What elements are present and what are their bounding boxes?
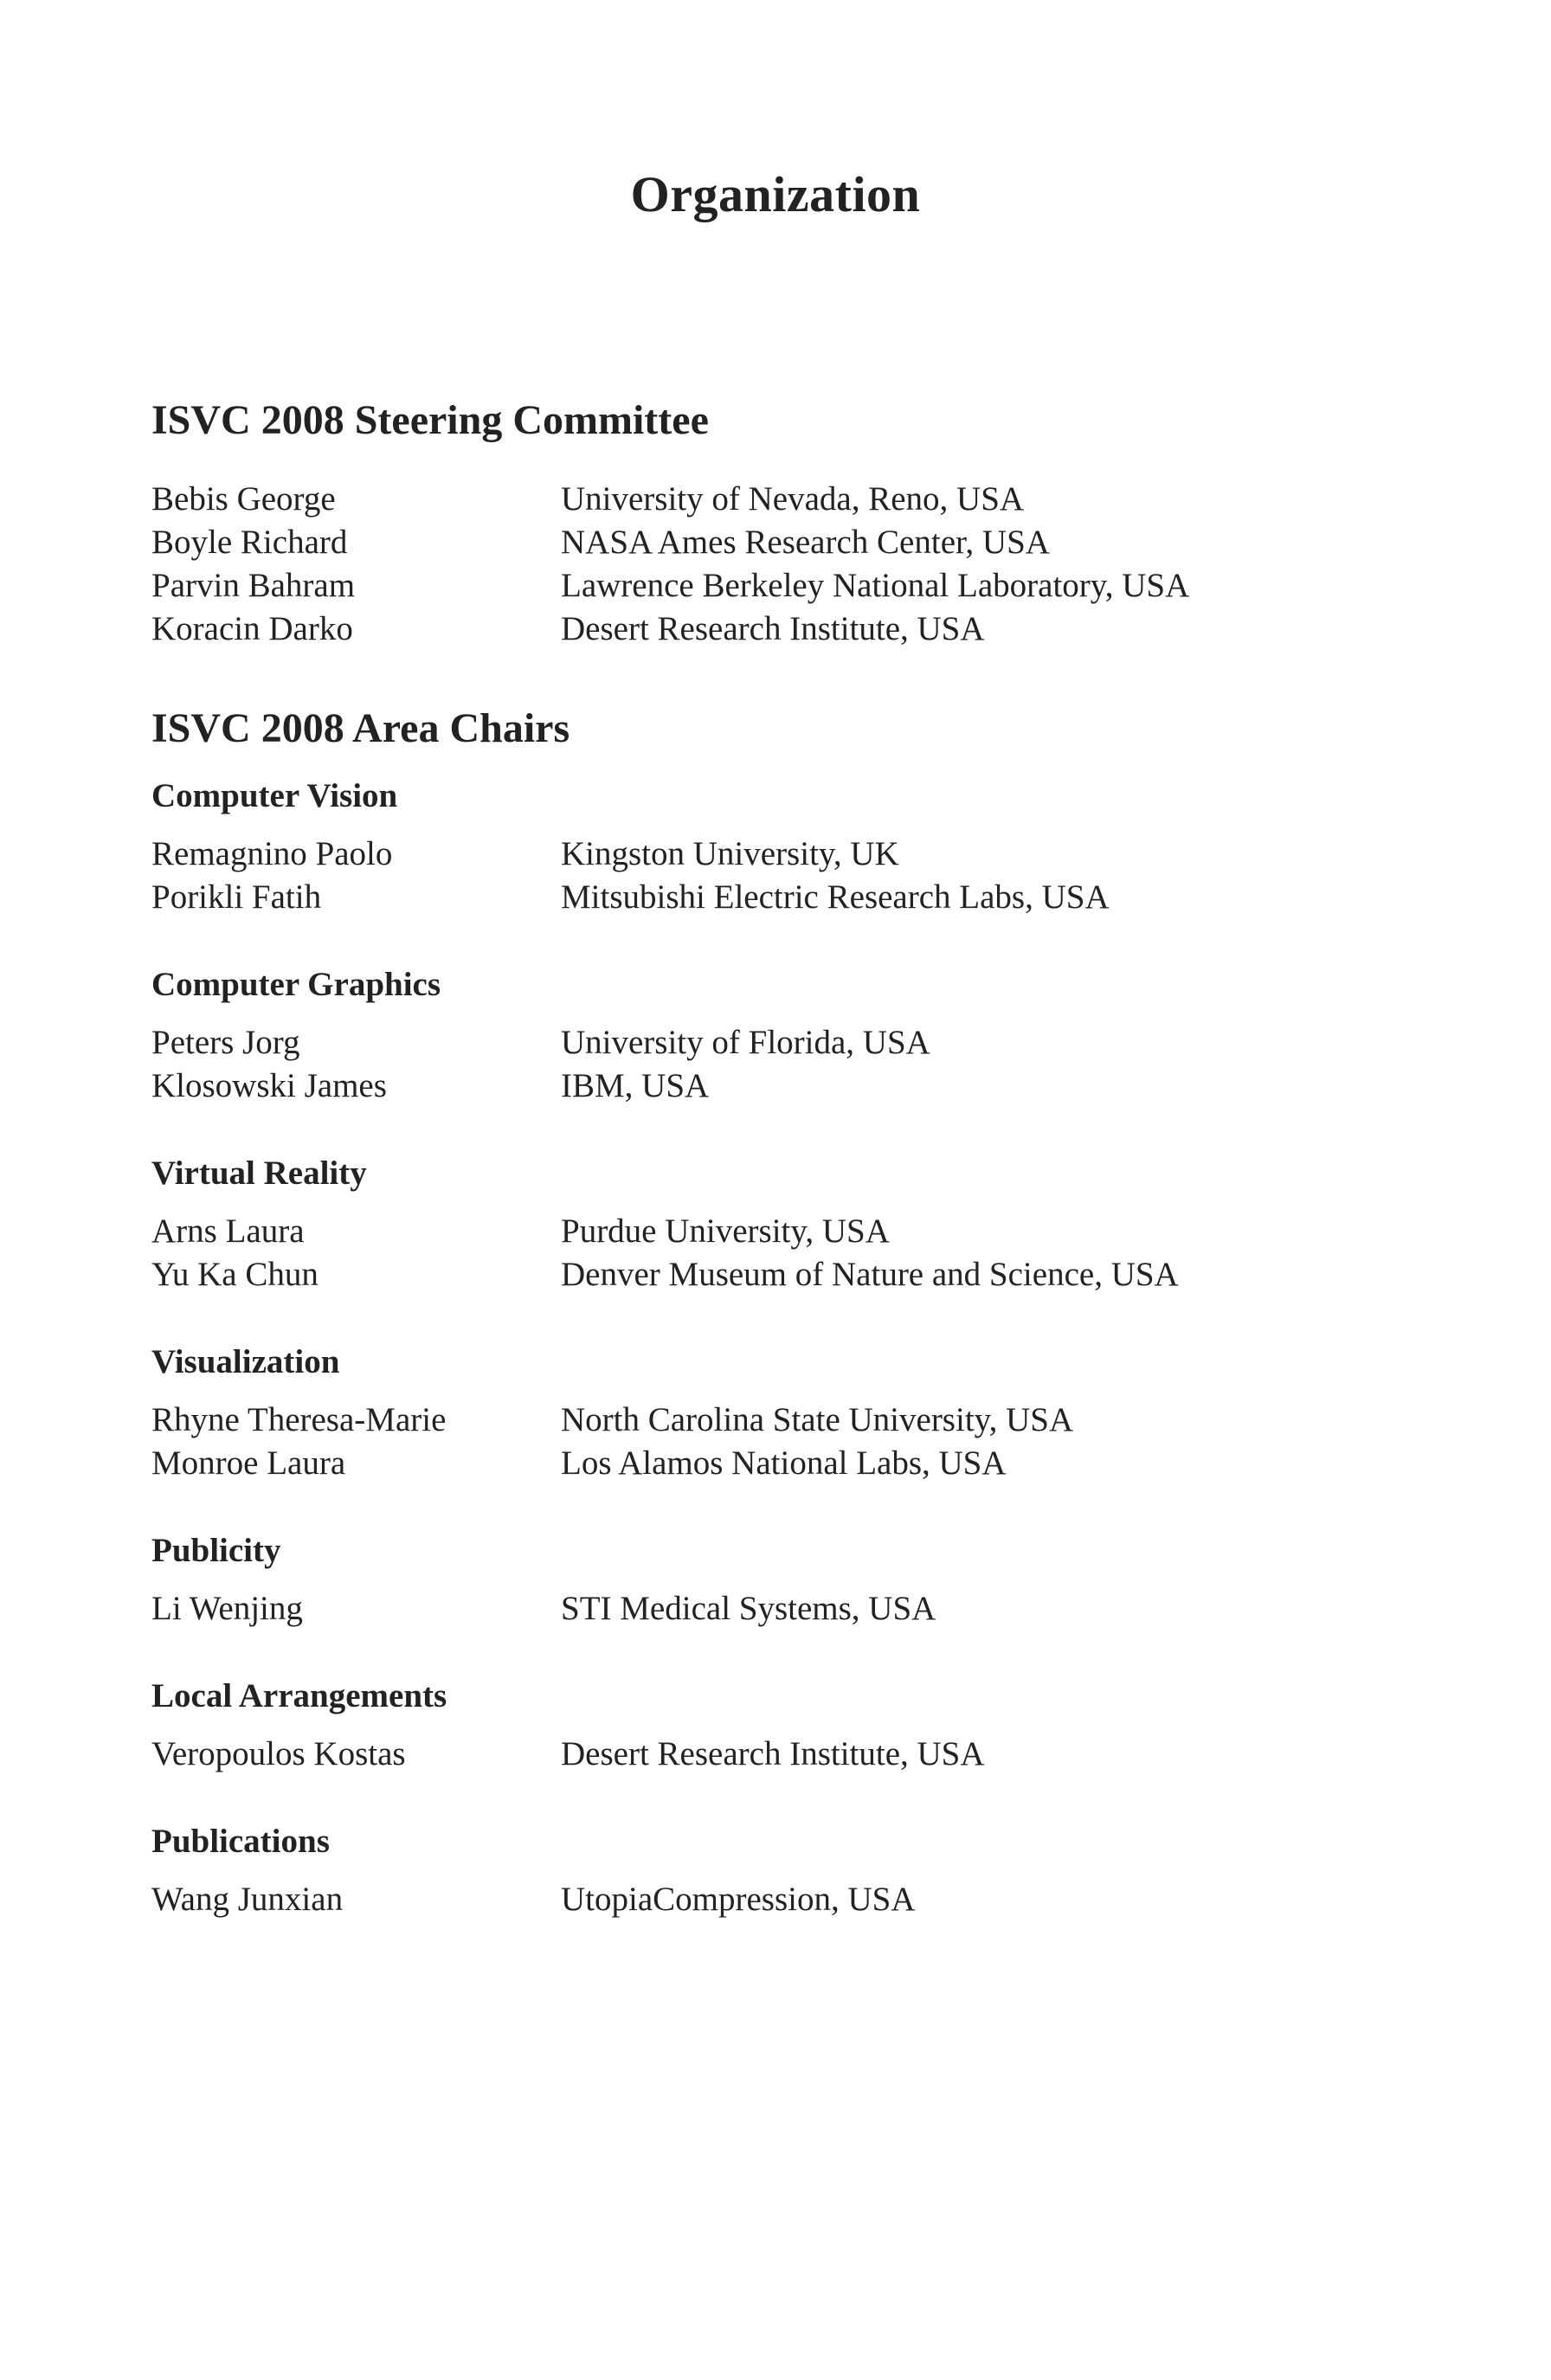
member-name: Peters Jorg [151,1024,300,1061]
area-group-list [151,1587,1346,1631]
member-row [151,564,1346,608]
member-affiliation: University of Florida, USA [561,1024,930,1061]
steering-committee-heading: ISVC 2008 Steering Committee [151,397,709,443]
member-name: Klosowski James [151,1067,387,1104]
member-name: Remagnino Paolo [151,835,393,872]
area-group-computer-graphics [151,968,1346,1108]
area-group-computer-vision [151,779,1346,919]
area-group-list [151,1878,1346,1921]
member-affiliation: Lawrence Berkeley National Laboratory, USA [561,567,1190,604]
area-group-publications [151,1824,1346,1921]
area-group-title: Virtual Reality [151,1155,367,1192]
member-affiliation: NASA Ames Research Center, USA [561,524,1050,561]
member-name: Wang Junxian [151,1881,344,1918]
member-affiliation: Purdue University, USA [561,1213,890,1250]
area-chairs-heading: ISVC 2008 Area Chairs [151,705,570,751]
member-name: Rhyne Theresa-Marie [151,1401,447,1438]
steering-committee-section [151,397,1346,651]
area-group-title: Computer Vision [151,777,398,814]
area-group-list [151,1021,1346,1108]
area-group-list [151,1733,1346,1776]
member-affiliation: Desert Research Institute, USA [561,610,985,647]
member-affiliation: Desert Research Institute, USA [561,1735,985,1772]
member-row [151,1878,1346,1921]
area-chairs-section [151,705,1346,1921]
member-name: Veropoulos Kostas [151,1735,406,1772]
member-row [151,1021,1346,1065]
area-group-local-arrangements [151,1679,1346,1776]
member-row [151,608,1346,651]
member-row [151,1065,1346,1108]
member-name: Monroe Laura [151,1444,346,1482]
area-group-title: Publicity [151,1532,281,1569]
member-affiliation: STI Medical Systems, USA [561,1590,936,1627]
member-row [151,1587,1346,1631]
area-group-visualization [151,1345,1346,1485]
area-group-virtual-reality [151,1156,1346,1296]
member-name: Bebis George [151,480,336,518]
member-name: Yu Ka Chun [151,1256,319,1293]
area-group-title: Publications [151,1823,330,1860]
member-row [151,1733,1346,1776]
member-affiliation: UtopiaCompression, USA [561,1881,916,1918]
member-row [151,876,1346,919]
member-name: Arns Laura [151,1213,305,1250]
member-row [151,478,1346,521]
member-affiliation: Denver Museum of Nature and Science, USA [561,1256,1179,1293]
area-group-title: Local Arrangements [151,1677,447,1714]
member-affiliation: University of Nevada, Reno, USA [561,480,1025,518]
member-row [151,1210,1346,1253]
area-group-list [151,1399,1346,1485]
member-row [151,521,1346,564]
member-affiliation: Mitsubishi Electric Research Labs, USA [561,878,1110,916]
area-group-title: Computer Graphics [151,966,441,1003]
area-group-title: Visualization [151,1343,340,1380]
member-affiliation: Kingston University, UK [561,835,899,872]
member-affiliation: IBM, USA [561,1067,710,1104]
area-group-list [151,1210,1346,1296]
steering-committee-list [151,478,1346,651]
member-affiliation: Los Alamos National Labs, USA [561,1444,1007,1482]
member-affiliation: North Carolina State University, USA [561,1401,1074,1438]
member-name: Li Wenjing [151,1590,303,1627]
member-row [151,1253,1346,1296]
page-content [151,397,1346,1978]
member-row [151,1442,1346,1485]
member-row [151,1399,1346,1442]
member-name: Koracin Darko [151,610,353,647]
member-name: Boyle Richard [151,524,348,561]
member-row [151,833,1346,876]
member-name: Parvin Bahram [151,567,356,604]
member-name: Porikli Fatih [151,878,322,916]
area-group-list [151,833,1346,919]
page-title: Organization [630,166,921,222]
area-group-publicity [151,1534,1346,1631]
